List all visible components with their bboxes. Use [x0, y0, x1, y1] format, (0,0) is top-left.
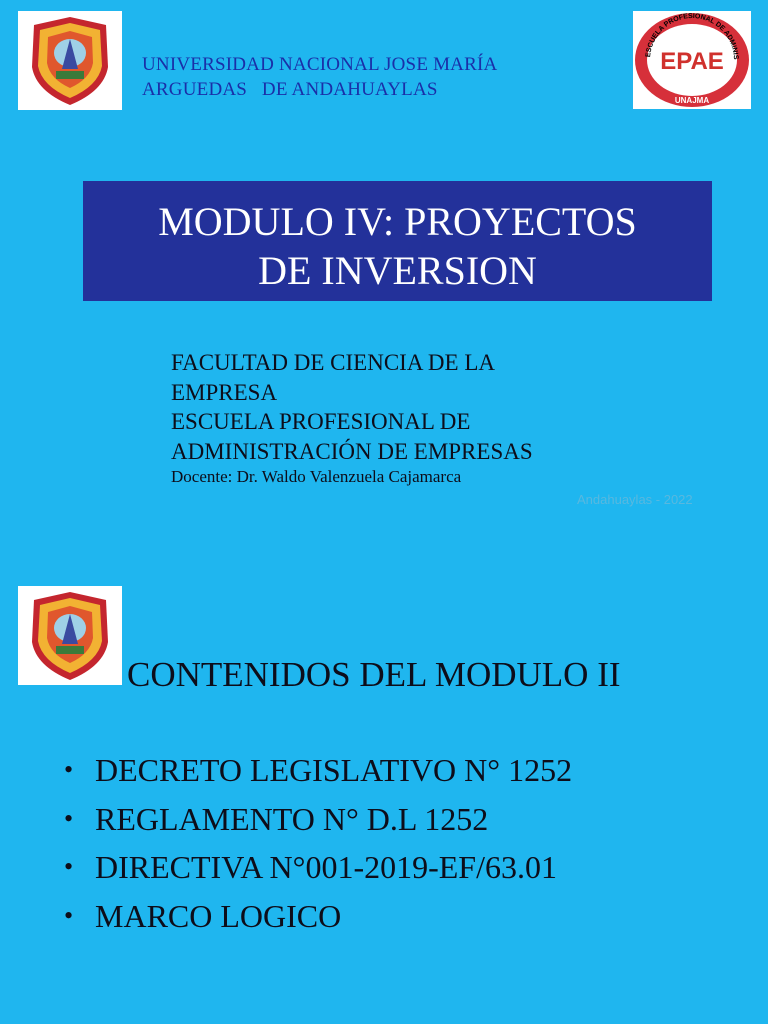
epae-center-text: EPAE [660, 48, 724, 75]
university-logo [18, 11, 122, 110]
title-line-1: MODULO IV: PROYECTOS [158, 199, 637, 244]
list-item: • MARCO LOGICO [64, 892, 572, 941]
faculty-line-3: ESCUELA PROFESIONAL DE [171, 409, 471, 434]
epae-ring-text: ESCUELA PROFESIONAL DE ADMINIS [645, 12, 740, 60]
epae-logo [633, 11, 751, 109]
faculty-line-4: ADMINISTRACIÓN DE EMPRESAS [171, 438, 533, 464]
faculty-line-2: EMPRESA [171, 379, 278, 405]
epae-bottom-text: UNAJMA [674, 96, 710, 105]
bullet-icon: • [64, 900, 74, 930]
university-name [142, 52, 497, 102]
teacher-name: Docente: Dr. Waldo Valenzuela Cajamarca [171, 467, 462, 486]
faculty-block [171, 348, 533, 488]
contents-heading: CONTENIDOS DEL MODULO II [127, 655, 621, 694]
list-item: • REGLAMENTO N° D.L 1252 [64, 795, 572, 844]
university-line-2: ARGUEDAS DE ANDAHUAYLAS [142, 79, 438, 100]
faculty-line-1: FACULTAD DE CIENCIA DE LA [171, 350, 495, 375]
list-item: • DECRETO LEGISLATIVO N° 1252 [64, 746, 572, 795]
title-line-2: DE INVERSION [258, 248, 537, 293]
contents-list [64, 746, 572, 940]
bullet-icon: • [64, 755, 74, 784]
bullet-icon: • [64, 803, 74, 833]
university-logo-2 [18, 586, 122, 685]
bullet-icon: • [64, 852, 74, 881]
university-line-1: UNIVERSIDAD NACIONAL JOSE MARÍA [142, 54, 498, 75]
list-item: • DIRECTIVA N°001-2019-EF/63.01 [64, 843, 572, 892]
title-box [83, 181, 712, 301]
place-year: Andahuaylas - 2022 [577, 492, 693, 507]
